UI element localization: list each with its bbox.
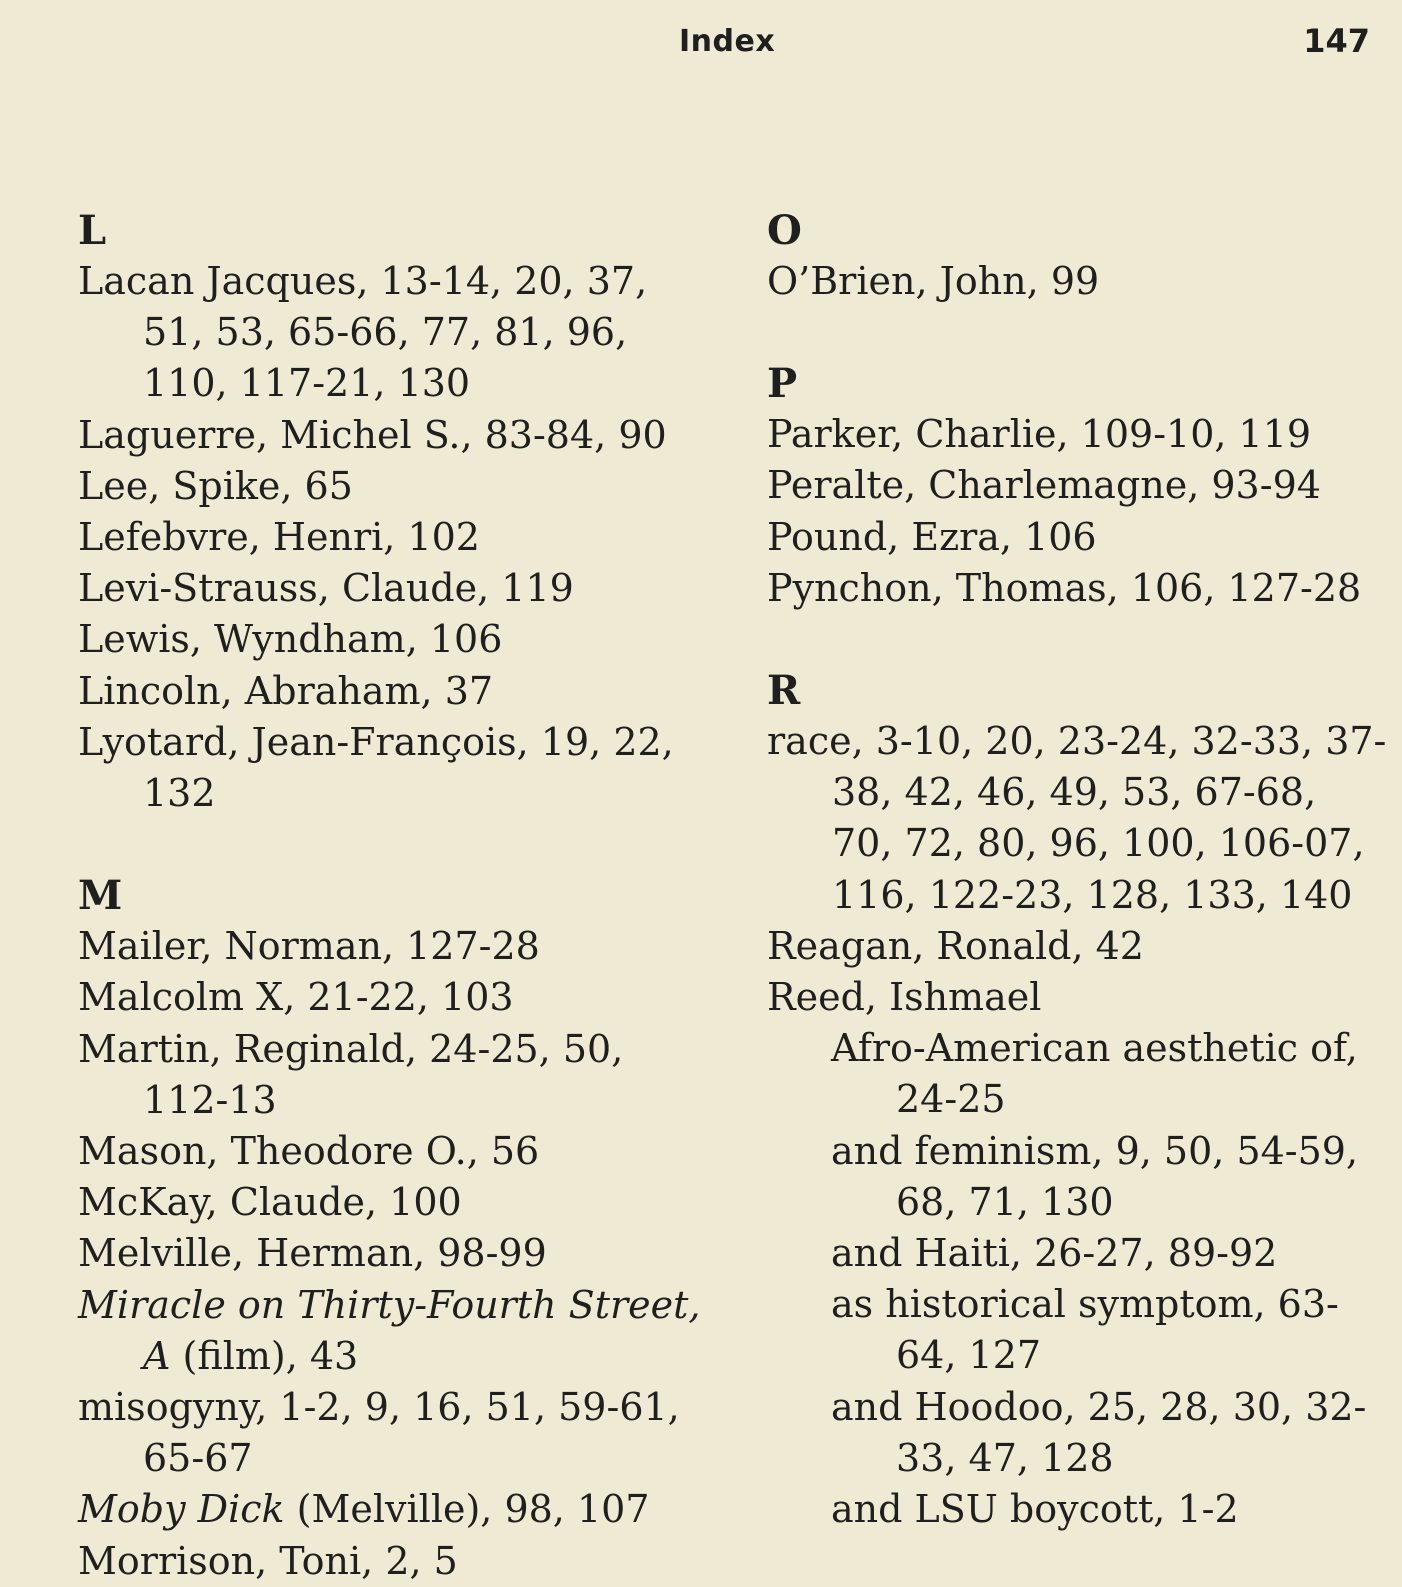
index-entry: Mason, Theodore O., 56 xyxy=(78,1129,540,1174)
index-entry-miracle xyxy=(78,1280,718,1382)
entry-title-italic: Miracle on Thirty-Fourth Street, A xyxy=(78,1282,701,1378)
index-column-right xyxy=(767,205,1387,1535)
index-entry: O’Brien, John, 99 xyxy=(767,259,1100,303)
section-letter-o: O xyxy=(767,207,802,254)
section-letter-m: M xyxy=(78,872,123,920)
index-entry: Mailer, Norman, 127-28 xyxy=(78,924,540,969)
index-subentry: and Hoodoo, 25, 28, 30, 32-33, 47, 128 xyxy=(831,1384,1367,1480)
index-entry: Lewis, Wyndham, 106 xyxy=(78,617,503,662)
index-entry: Lacan Jacques, 13-14, 20, 37, 51, 53, 65-66, 77, 81, 96, 110, 117-21, 130 xyxy=(78,259,648,406)
index-entry: Parker, Charlie, 109-10, 119 xyxy=(767,412,1312,457)
index-subentry: and LSU boycott, 1-2 xyxy=(831,1487,1239,1532)
index-subentry: and Haiti, 26-27, 89-92 xyxy=(831,1231,1278,1276)
index-entry: Reed, Ishmael xyxy=(767,975,1042,1020)
index-entry: McKay, Claude, 100 xyxy=(78,1180,462,1225)
index-entry: Martin, Reginald, 24-25, 50, 112-13 xyxy=(78,1026,624,1122)
page-number: 147 xyxy=(1303,22,1370,60)
index-entry: Levi-Strauss, Claude, 119 xyxy=(78,566,574,611)
section-letter-r: R xyxy=(767,667,801,715)
index-entry: Lyotard, Jean-François, 19, 22, 132 xyxy=(78,719,674,816)
index-entry: Morrison, Toni, 2, 5 xyxy=(78,1538,458,1583)
index-entry: Lefebvre, Henri, 102 xyxy=(78,515,480,560)
index-subentry: and feminism, 9, 50, 54-59, 68, 71, 130 xyxy=(831,1128,1359,1224)
section-letter-p: P xyxy=(767,360,798,408)
index-subentry: as historical symptom, 63-64, 127 xyxy=(831,1282,1339,1378)
index-entry: Peralte, Charlemagne, 93-94 xyxy=(767,463,1321,508)
index-entry: Melville, Herman, 98-99 xyxy=(78,1231,547,1276)
index-entry-moby-dick xyxy=(78,1484,718,1535)
index-entry: Lee, Spike, 65 xyxy=(78,463,353,508)
index-entry: race, 3-10, 20, 23-24, 32-33, 37-38, 42, 46, 49, 53, 67-68, 70, 72, 80, 96, 100, 106-07, 116, 122-23, 128, 133, 140 xyxy=(767,719,1387,917)
page-header-title: Index xyxy=(679,24,776,59)
index-column-left xyxy=(78,205,718,1587)
index-entry: Lincoln, Abraham, 37 xyxy=(78,668,494,713)
entry-title-italic: Moby Dick xyxy=(78,1487,285,1532)
entry-pages: (Melville), 98, 107 xyxy=(284,1487,650,1532)
index-entry: misogyny, 1-2, 9, 16, 51, 59-61, 65-67 xyxy=(78,1385,680,1481)
index-entry: Pound, Ezra, 106 xyxy=(767,514,1097,559)
entry-pages: (film), 43 xyxy=(170,1333,359,1378)
index-entry: Pynchon, Thomas, 106, 127-28 xyxy=(767,565,1362,610)
index-entry: Malcolm X, 21-22, 103 xyxy=(78,975,514,1020)
index-subentry: Afro-American aesthetic of, 24-25 xyxy=(831,1026,1358,1122)
index-entry: Reagan, Ronald, 42 xyxy=(767,923,1144,968)
index-entry: Laguerre, Michel S., 83-84, 90 xyxy=(78,412,667,457)
section-letter-l: L xyxy=(78,207,107,254)
